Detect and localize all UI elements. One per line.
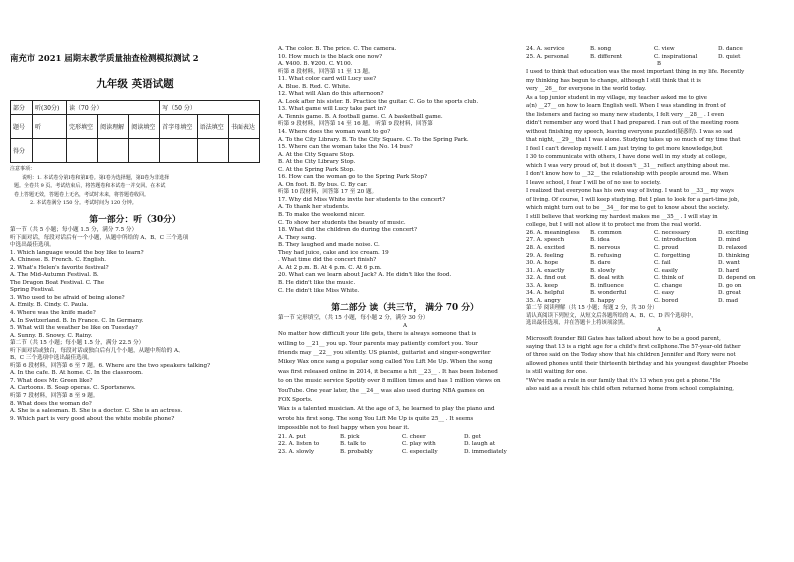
text-line: A. In the cafe. B. At home. C. In the classroom. bbox=[10, 370, 143, 377]
text-line: allowed phones until their thirteenth birthday and his youngest daughter Phoebe bbox=[526, 360, 749, 367]
text-line: A. At 2 p.m. B. At 4 p.m. C. At 6 p.m. bbox=[278, 264, 382, 271]
text-line: A. Chinese. B. French. C. English. bbox=[10, 257, 107, 264]
score-table-row bbox=[11, 101, 260, 115]
text-line: 12. What will Alan do this afternoon? bbox=[278, 91, 384, 98]
notice-heading: 注意事项： bbox=[10, 166, 36, 172]
text-line: FOX Sports. bbox=[278, 396, 313, 403]
option-item: B. idea bbox=[590, 237, 610, 244]
text-line: B. At the City Library Stop. bbox=[278, 159, 356, 166]
text-line: "We've made a rule in our family that it's 13 when you get a phone."He bbox=[526, 377, 721, 384]
text-line: I don't know how to __32__ the relationship with people around me. When bbox=[526, 171, 729, 178]
text-line: college, but I will not allow it to protect me from the real world. bbox=[526, 222, 702, 229]
option-item: 29. A. feeling bbox=[526, 252, 564, 259]
option-row bbox=[526, 283, 792, 291]
text-line: I 30 to communicate with others, I have done well in my study at college, bbox=[526, 154, 727, 161]
option-item: 27. A. speech bbox=[526, 237, 565, 244]
text-line: 17. Why did Miss White invite her students to the concert? bbox=[278, 196, 446, 203]
option-item: C. easy bbox=[654, 290, 675, 297]
section2-instruction bbox=[526, 305, 792, 327]
option-item: C. cheer bbox=[402, 433, 426, 440]
option-item: B. refusing bbox=[590, 252, 622, 259]
text-line: 9. Which part is very good about the white mobile phone? bbox=[10, 415, 175, 422]
option-item: B. different bbox=[590, 53, 623, 60]
option-item: 32. A. find out bbox=[526, 275, 567, 282]
text-line: which I was very proud of, but it doesn't __31__ reflect anything about me. bbox=[526, 162, 730, 169]
text-line: A. The Mid-Autumn Festival. B. bbox=[10, 272, 99, 279]
text-line: impossible not to feel happy when you hear it. bbox=[278, 425, 410, 432]
text-line: YouTube. One year later, the __24__ was also used during NBA games on bbox=[278, 387, 485, 394]
text-line: 8. What does the woman do? bbox=[10, 400, 92, 407]
text-line: A. Tennis game. B. A football game. C. A basketball game. bbox=[278, 113, 443, 120]
text-line: of living. Of course, I will keep studying. But I plan to look for a part-time job, bbox=[526, 196, 740, 203]
text-line: 听第 6 段材料，回答第 6 至 7 题。6. Where are the two speakers talking? bbox=[10, 362, 211, 369]
text-line: that night, __29__ that I was alone. Studying takes up so much of my time that bbox=[526, 137, 741, 144]
text-line: didn't remember any word that I had prepared. I ran out of the meeting room bbox=[526, 120, 739, 127]
text-line: As a top junior student in my village, my teacher asked me to give bbox=[526, 94, 707, 101]
part1-questions bbox=[10, 227, 260, 423]
text-line: willing to __21__ you up. Your parents may patiently comfort you. Your bbox=[278, 340, 478, 347]
text-line: 听下面对话，每段对话后有一个小题，从题中所给的 A、B、C 三个选项 bbox=[10, 234, 189, 241]
text-line: A. Cartoons. B. Soap operas. C. Sportsnews. bbox=[10, 385, 136, 392]
option-row bbox=[278, 441, 532, 449]
option-row bbox=[526, 237, 792, 245]
text-line: C. He didn't like Miss White. bbox=[278, 287, 360, 294]
option-item: D. depend on bbox=[718, 275, 756, 282]
text-line: which might turn out to be __34__ for me to get to know about the society. bbox=[526, 205, 730, 212]
option-item: C. necessary bbox=[654, 229, 690, 236]
text-line: 7. What does Mr. Green like? bbox=[10, 377, 93, 384]
text-line: 听第 9 段材料，回答第 14 至 16 题。 听第 9 段材料，回答第 bbox=[278, 121, 433, 128]
column-right bbox=[522, 0, 792, 562]
option-item: D. want bbox=[718, 260, 740, 267]
text-line: B. To make the weekend nicer. bbox=[278, 212, 365, 219]
passage-label: A bbox=[402, 322, 408, 329]
option-item: 28. A. excited bbox=[526, 244, 565, 251]
option-item: 31. A. exactly bbox=[526, 267, 565, 274]
text-line: 4. Where was the knife made? bbox=[10, 309, 96, 316]
text-line: A. Sunny. B. Snowy. C. Rainy. bbox=[10, 332, 93, 339]
text-line: of three said on the Today show that his children Jennifer and Rory were not bbox=[526, 352, 736, 359]
option-row bbox=[526, 46, 792, 54]
option-item: D. dance bbox=[718, 46, 743, 52]
text-line: A. Look after his sister. B. Practice the guitar. C. Go to the sports club. bbox=[278, 98, 479, 105]
option-item: D. great bbox=[718, 290, 741, 297]
option-item: C. bored bbox=[654, 297, 679, 304]
text-line: A. To thank her students. bbox=[278, 204, 350, 211]
column-middle bbox=[274, 0, 532, 562]
text-line: 2. What's Helen's favorite festival? bbox=[10, 264, 109, 271]
option-item: D. immediately bbox=[464, 448, 507, 455]
text-line: Wax is a talented musician. At the age of 3, he learned to play the piano and bbox=[278, 406, 495, 413]
option-item: D. relaxed bbox=[718, 244, 747, 251]
text-line: a(n) __27__ on how to learn English well. When I was standing in front of bbox=[526, 103, 726, 110]
option-item: C. proud bbox=[654, 244, 679, 251]
table-cell: 部分 bbox=[11, 101, 33, 115]
text-line: Mikey Wax once sang a popular song called You Lift Me Up. When the song bbox=[278, 359, 493, 366]
cloze-options bbox=[278, 434, 532, 457]
table-cell: 语法填空 bbox=[197, 115, 228, 139]
text-line: 11. What color card will Lucy use? bbox=[278, 76, 377, 83]
option-item: 30. A. hope bbox=[526, 260, 559, 267]
text-line: 3. Who used to be afraid of being alone? bbox=[10, 294, 125, 301]
text-line: 听第 10 段材料，回答第 17 至 20 题。 bbox=[278, 189, 378, 196]
text-line: 1. Which language would the boy like to learn? bbox=[10, 249, 144, 256]
text-line: 选出最佳选项，并在答题卡上将该项涂黑。 bbox=[526, 319, 629, 326]
reading-passage-a bbox=[526, 335, 792, 394]
option-item: 23. A. slowly bbox=[278, 448, 315, 455]
text-line: A. In Switzerland. B. In France. C. In Germany. bbox=[10, 317, 144, 324]
text-line: C. To show her students the beauty of music. bbox=[278, 219, 406, 226]
option-item: C. inspirational bbox=[654, 53, 698, 60]
table-cell: 读（70 分） bbox=[67, 101, 160, 115]
option-item: D. quiet bbox=[718, 53, 741, 60]
option-item: C. fail bbox=[654, 260, 671, 267]
notice bbox=[10, 165, 260, 208]
text-line: A. At the City Square Stop. bbox=[278, 151, 355, 158]
option-item: B. common bbox=[590, 229, 622, 236]
option-item: B. deal with bbox=[590, 275, 624, 282]
text-line: A. Blue. B. Red. C. White. bbox=[278, 83, 351, 90]
option-row bbox=[526, 268, 792, 276]
table-cell: 阅读填空 bbox=[129, 115, 160, 139]
text-line: was first released online in 2014, it became a hit __23__ . It has been listened bbox=[278, 368, 498, 375]
text-line: A. On foot. B. By bus. C. By car. bbox=[278, 181, 368, 188]
text-line: 16. How can the woman go to the Spring Park Stop? bbox=[278, 174, 428, 181]
text-line: is still waiting for one. bbox=[526, 369, 588, 376]
text-line: also said as a result his child often returned home from school complaining, bbox=[526, 385, 735, 392]
table-cell: 阅读理解 bbox=[98, 115, 129, 139]
column-left bbox=[0, 0, 266, 562]
text-line: No matter how difficult your life gets, there is always someone that is bbox=[278, 331, 477, 338]
table-cell: 写（50 分） bbox=[160, 101, 260, 115]
text-line: 14. Where does the woman want to go? bbox=[278, 129, 391, 136]
option-item: D. hard bbox=[718, 267, 740, 274]
option-item: D. mind bbox=[718, 237, 741, 244]
option-row bbox=[526, 275, 792, 283]
text-line: my thinking has begun to change, although I still think that it is bbox=[526, 77, 701, 84]
option-item: D. thinking bbox=[718, 252, 750, 259]
text-line: 5. What will the weather be like on Tuesday? bbox=[10, 325, 138, 332]
option-item: C. introduction bbox=[654, 237, 697, 244]
option-item: B. probably bbox=[340, 448, 373, 455]
text-line: Microsoft founder Bill Gates has talked about how to be a good parent, bbox=[526, 335, 721, 342]
text-line: 10. How much is the black one now? bbox=[278, 53, 383, 60]
text-line: 13. What game will Lucy take part in? bbox=[278, 106, 387, 113]
option-item: C. easily bbox=[654, 267, 678, 274]
text-line: I still believe that working my hardest makes me __35__ . I will stay in bbox=[526, 213, 718, 220]
text-line: 听下面对话或独白，每段对话或独白后有几个小题，从题中所给的 A、 bbox=[10, 347, 184, 354]
score-table-row bbox=[11, 115, 260, 139]
text-line: 第二节 阅读理解（共 15 小题；每题 2 分，共 30 分） bbox=[526, 305, 658, 312]
text-line: friends may __22__ you silently. US pianist, guitarist and singer-songwriter bbox=[278, 349, 491, 356]
text-line: C. At the Spring Park Stop. bbox=[278, 166, 355, 173]
text-line: B. He didn't like the music. bbox=[278, 279, 356, 286]
table-cell: 书面表达 bbox=[228, 115, 259, 139]
text-line: 中选出最佳选项。 bbox=[10, 242, 55, 249]
exam-subtitle: 九年级 英语试题 bbox=[96, 78, 174, 90]
option-row bbox=[526, 54, 792, 62]
score-table bbox=[10, 100, 260, 163]
option-item: B. nervous bbox=[590, 244, 621, 251]
text-line: 听第 8 段材料，回答第 11 至 13 题。 bbox=[278, 68, 374, 75]
option-item: 26. A. meaningless bbox=[526, 229, 580, 236]
option-item: 25. A. personal bbox=[526, 53, 569, 60]
table-cell: 得分 bbox=[11, 139, 33, 163]
passage-b bbox=[526, 68, 792, 230]
option-item: C. think of bbox=[654, 275, 684, 282]
option-item: C. view bbox=[654, 46, 675, 52]
text-line: 第一节（共 5 小题；每小题 1.5 分，满分 7.5 分） bbox=[10, 226, 138, 233]
option-item: 24. A. service bbox=[526, 46, 565, 52]
option-item: 21. A. put bbox=[278, 433, 306, 440]
text-line: B. They laughed and made noise. C. bbox=[278, 242, 380, 249]
table-cell: 听(30分) bbox=[33, 101, 67, 115]
table-cell: 完形填空 bbox=[67, 115, 98, 139]
text-line: saying that 13 is a right age for a child's first cellphone.The 57-year-old father bbox=[526, 343, 741, 350]
option-item: B. happy bbox=[590, 297, 615, 304]
part1-heading: 第一部分：听（30分） bbox=[89, 214, 181, 225]
option-row bbox=[526, 245, 792, 253]
option-item: B. wonderful bbox=[590, 290, 627, 297]
text-line: A. They sang. bbox=[278, 234, 317, 241]
notice-line: 卷上答题无效，答题卷上无名，考试时未来，将答题卷收回。 bbox=[14, 191, 150, 198]
text-line: A. The color. B. The price. C. The camera. bbox=[278, 46, 397, 52]
passage-label-b: B bbox=[657, 61, 661, 68]
option-item: B. talk to bbox=[340, 441, 366, 448]
option-item: 35. A. angry bbox=[526, 297, 561, 304]
option-item: C. play with bbox=[402, 441, 436, 448]
text-line: A. ¥400. B. ¥200. C. ¥100. bbox=[278, 61, 353, 68]
notice-line: 2. 本试卷满分 150 分。考试时间为 120 分钟。 bbox=[30, 200, 137, 207]
text-line: I feel I can't develop myself. I am just trying to get more knowledge,but bbox=[526, 145, 723, 152]
text-line: 请认真阅读下列短文，从短文后各题所给的 A、B、C、D 四个选项中， bbox=[526, 312, 697, 319]
option-item: 34. A. helpful bbox=[526, 290, 565, 297]
option-item: 33. A. keep bbox=[526, 282, 558, 289]
option-item: D. mad bbox=[718, 297, 739, 304]
text-line: The Dragon Boat Festival. C. The bbox=[10, 279, 104, 286]
table-cell: 题号 bbox=[11, 115, 33, 139]
option-row bbox=[526, 230, 792, 238]
text-line: 听第 7 段材料，回答第 8 至 9 题。 bbox=[10, 393, 99, 399]
text-line: 18. What did the children do during the concert? bbox=[278, 227, 418, 234]
cloze-options-continued bbox=[526, 46, 792, 61]
cloze-options-b bbox=[526, 230, 792, 305]
part2-heading: 第二部分 读（共三节， 满分 70 分） bbox=[331, 303, 479, 314]
text-line: without finishing my speech, leaving everyone puzzled(疑惑的). I was so sad bbox=[526, 128, 733, 135]
text-line: . What time did the concert finish? bbox=[278, 257, 377, 264]
text-line: I used to think that education was the most important thing in my life. Recently bbox=[526, 69, 745, 76]
option-item: 22. A. listen to bbox=[278, 441, 320, 448]
option-row bbox=[278, 449, 532, 457]
option-item: C. change bbox=[654, 282, 683, 289]
option-item: C. forgetting bbox=[654, 252, 691, 259]
section1-instruction: 第一节 完形填空，（共 15 小题，每小题 2 分，满分 30 分） bbox=[278, 315, 429, 322]
text-line: A. Emily. B. Cindy. C. Paula. bbox=[10, 302, 89, 309]
score-table-row bbox=[11, 139, 260, 163]
option-item: D. go on bbox=[718, 282, 742, 289]
option-item: B. pick bbox=[340, 433, 360, 440]
table-cell: 首字母填空 bbox=[160, 115, 198, 139]
cloze-passage bbox=[278, 330, 532, 433]
option-item: D. exciting bbox=[718, 229, 749, 236]
option-item: B. song bbox=[590, 46, 612, 52]
table-cell: 听 bbox=[33, 115, 67, 139]
text-line: 第二节（共 15 小题；每小题 1.5 分，满分 22.5 分） bbox=[10, 340, 145, 347]
text-line: the listeners and facing so many new students, I felt very __28__ . I even bbox=[526, 111, 725, 118]
notice-line: 说明：1. 本试卷分第Ⅰ卷和第Ⅱ卷。第Ⅰ卷为选择题，第Ⅱ卷为非选择 bbox=[22, 174, 170, 181]
option-item: B. slowly bbox=[590, 267, 616, 274]
option-item: D. laugh at bbox=[464, 441, 496, 448]
text-line: wrote his first song. The song You Lift Me Up is quite 25__ . It seems bbox=[278, 415, 474, 422]
option-row bbox=[278, 434, 532, 442]
text-line: A. To the City Library. B. To the City Square. C. To the Spring Park. bbox=[278, 136, 469, 143]
option-row bbox=[526, 260, 792, 268]
text-line: I realized that everyone has his own way of living. I want to __33__ my ways bbox=[526, 188, 734, 195]
text-line: 15. Where can the woman take the No. 14 bus? bbox=[278, 144, 413, 151]
listening-questions-continued bbox=[278, 46, 532, 295]
exam-title: 南充市 2021 届期末教学质量抽查检测模拟测试 2 bbox=[10, 53, 199, 63]
option-item: B. dare bbox=[590, 260, 611, 267]
text-line: I leave school, I fear I will be of no use to society. bbox=[526, 179, 661, 186]
option-row bbox=[526, 253, 792, 261]
option-item: D. get bbox=[464, 433, 481, 440]
text-line: to on the music service Spotify over 8 million times and has 1 million views on bbox=[278, 378, 501, 385]
option-item: C. especially bbox=[402, 448, 438, 455]
text-line: Spring Festival. bbox=[10, 287, 55, 294]
option-row bbox=[526, 290, 792, 298]
text-line: They had juice, cake and ice cream. 19 bbox=[278, 249, 389, 256]
text-line: A. She is a salesman. B. She is a doctor. C. She is an actress. bbox=[10, 408, 183, 415]
text-line: 20. What can we learn about Jack? A. He didn't like the food. bbox=[278, 272, 452, 279]
notice-line: 题。全卷共 9 页。考试结束后，将答题卷和本试卷一并交回。在本试 bbox=[14, 183, 166, 190]
text-line: B、C 三个选项中选出最佳选项。 bbox=[10, 355, 93, 362]
passage-label-a: A bbox=[657, 327, 661, 334]
option-item: B. influence bbox=[590, 282, 624, 289]
text-line: very __26__ for everyone in the world today. bbox=[526, 86, 647, 93]
